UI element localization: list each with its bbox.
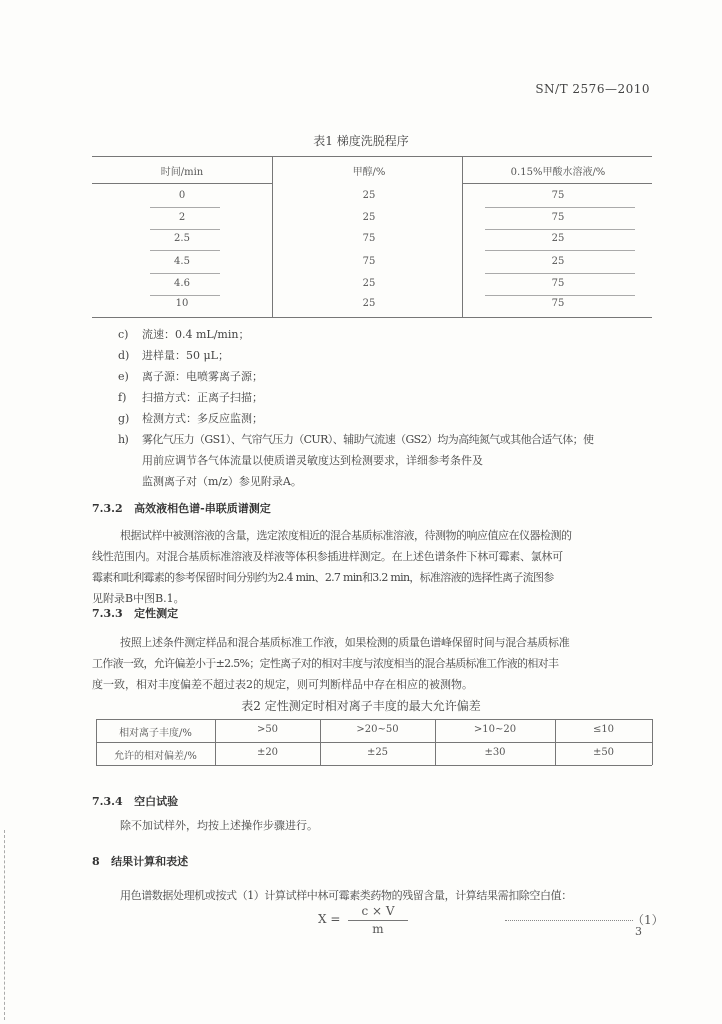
section-7-3-3-heading: 7.3.3 定性测定 <box>92 607 179 620</box>
table1-cell: 75 <box>551 298 565 309</box>
condition-h-line3: 监测离子对（m/z）参见附录A。 <box>142 475 302 488</box>
table2-cell: >50 <box>256 724 279 735</box>
table2-cell: >10~20 <box>473 724 517 735</box>
table2-cell: ±20 <box>256 747 279 758</box>
table1-cell: 75 <box>362 233 376 244</box>
table1-cell: 75 <box>551 190 565 201</box>
table2-cell: ±30 <box>484 747 506 758</box>
table2-top-rule <box>96 719 652 720</box>
section-7-3-4-heading: 7.3.4 空白试验 <box>92 795 179 808</box>
section-7-3-3-line2: 工作液一致，允许偏差小于±2.5%；定性离子对的相对丰度与浓度相当的混合基质标准工作液的相对丰 <box>92 657 559 670</box>
table1-cell: 4.6 <box>174 278 190 289</box>
formula-leader-dots <box>505 920 633 921</box>
table1-cell: 25 <box>362 278 376 289</box>
table1-header-cell: 0.15%甲酸水溶液/% <box>510 167 606 178</box>
section-7-3-3-line1: 按照上述条件测定样品和混合基质标准工作液，如果检测的质量色谱峰保留时间与混合基质标准 <box>120 636 570 649</box>
table2-cell: ±50 <box>592 747 615 758</box>
table2-cell: ≤10 <box>592 724 615 735</box>
table1-header-cell: 甲醇/% <box>352 167 386 178</box>
condition-f: f) 扫描方式：正离子扫描； <box>118 391 263 404</box>
condition-h: h) 雾化气压力（GS1）、气帘气压力（CUR）、辅助气流速（GS2）均为高纯氮气或其他合适气体；使 <box>118 433 594 446</box>
section-7-3-2-line4: 见附录B中图B.1。 <box>92 592 185 605</box>
formula-number: （1） <box>632 913 664 927</box>
page-number: 3 <box>635 925 642 938</box>
table1-cell: 75 <box>551 278 565 289</box>
table1-cell: 2 <box>178 212 186 223</box>
section-7-3-2-heading: 7.3.2 高效液相色谱-串联质谱测定 <box>92 502 271 515</box>
table1-cell: 25 <box>362 298 376 309</box>
table2-cell: ±25 <box>366 747 389 758</box>
table2-cell: >20~50 <box>356 724 399 735</box>
condition-h-line2: 用前应调节各气体流量以使质谱灵敏度达到检测要求，详细参考条件及 <box>142 454 483 467</box>
table2-cell: 允许的相对偏差/% <box>114 751 197 762</box>
condition-g: g) 检测方式：多反应监测； <box>118 412 263 425</box>
formula-numerator: c × V <box>361 904 395 918</box>
table1-cell: 75 <box>551 212 565 223</box>
table1-header-cell: 时间/min <box>160 167 204 178</box>
section-7-3-2-line2: 线性范围内。对混合基质标准溶液及样液等体积参插进样测定。在上述色谱条件下林可霉素、氯林可 <box>92 550 563 563</box>
binding-edge-marks <box>4 830 6 1020</box>
formula-denominator: m <box>372 922 384 936</box>
table1-cell: 0 <box>178 190 186 201</box>
table1-cell: 25 <box>551 233 565 244</box>
table2-col-divider <box>652 719 653 765</box>
table2-mid-rule <box>96 742 652 743</box>
formula-fraction-bar <box>348 920 408 921</box>
table1-cell: 4.5 <box>174 256 190 267</box>
section-7-3-2-line1: 根据试样中被测溶液的含量，选定浓度相近的混合基质标准溶液，待测物的响应值应在仪器检测的 <box>120 529 572 542</box>
condition-d: d) 进样量：50 μL； <box>118 349 229 362</box>
table1-cell: 75 <box>362 256 376 267</box>
table1-cell: 10 <box>175 298 189 309</box>
condition-e: e) 离子源：电喷雾离子源； <box>118 370 263 383</box>
section-7-3-3-line3: 度一致，相对丰度偏差不超过表2的规定，则可判断样品中存在相应的被测物。 <box>92 678 473 691</box>
section-8-heading: 8 结果计算和表述 <box>92 855 189 868</box>
section-7-3-4-line1: 除不加试样外，均按上述操作步骤进行。 <box>120 819 318 832</box>
table1-caption: 表1 梯度洗脱程序 <box>313 134 409 148</box>
table2-bottom-rule <box>96 765 652 766</box>
table2-cell: 相对离子丰度/% <box>119 728 192 739</box>
section-8-line1: 用色谱数据处理机或按式（1）计算试样中林可霉素类药物的残留含量，计算结果需扣除空白值： <box>120 889 572 902</box>
formula-lhs: X = <box>318 912 341 926</box>
standard-code: SN/T 2576—2010 <box>535 82 650 96</box>
table1-cell: 25 <box>551 256 565 267</box>
table1-cell: 25 <box>362 190 376 201</box>
condition-c: c) 流速：0.4 mL/min； <box>118 328 250 341</box>
table1-cell: 2.5 <box>174 233 190 244</box>
table2-caption: 表2 定性测定时相对离子丰度的最大允许偏差 <box>241 699 481 713</box>
table1-cell: 25 <box>362 212 376 223</box>
section-7-3-2-line3: 霉素和吡利霉素的参考保留时间分别约为2.4 min、2.7 min和3.2 min，标准溶液的选择性离子流图参 <box>92 571 554 584</box>
